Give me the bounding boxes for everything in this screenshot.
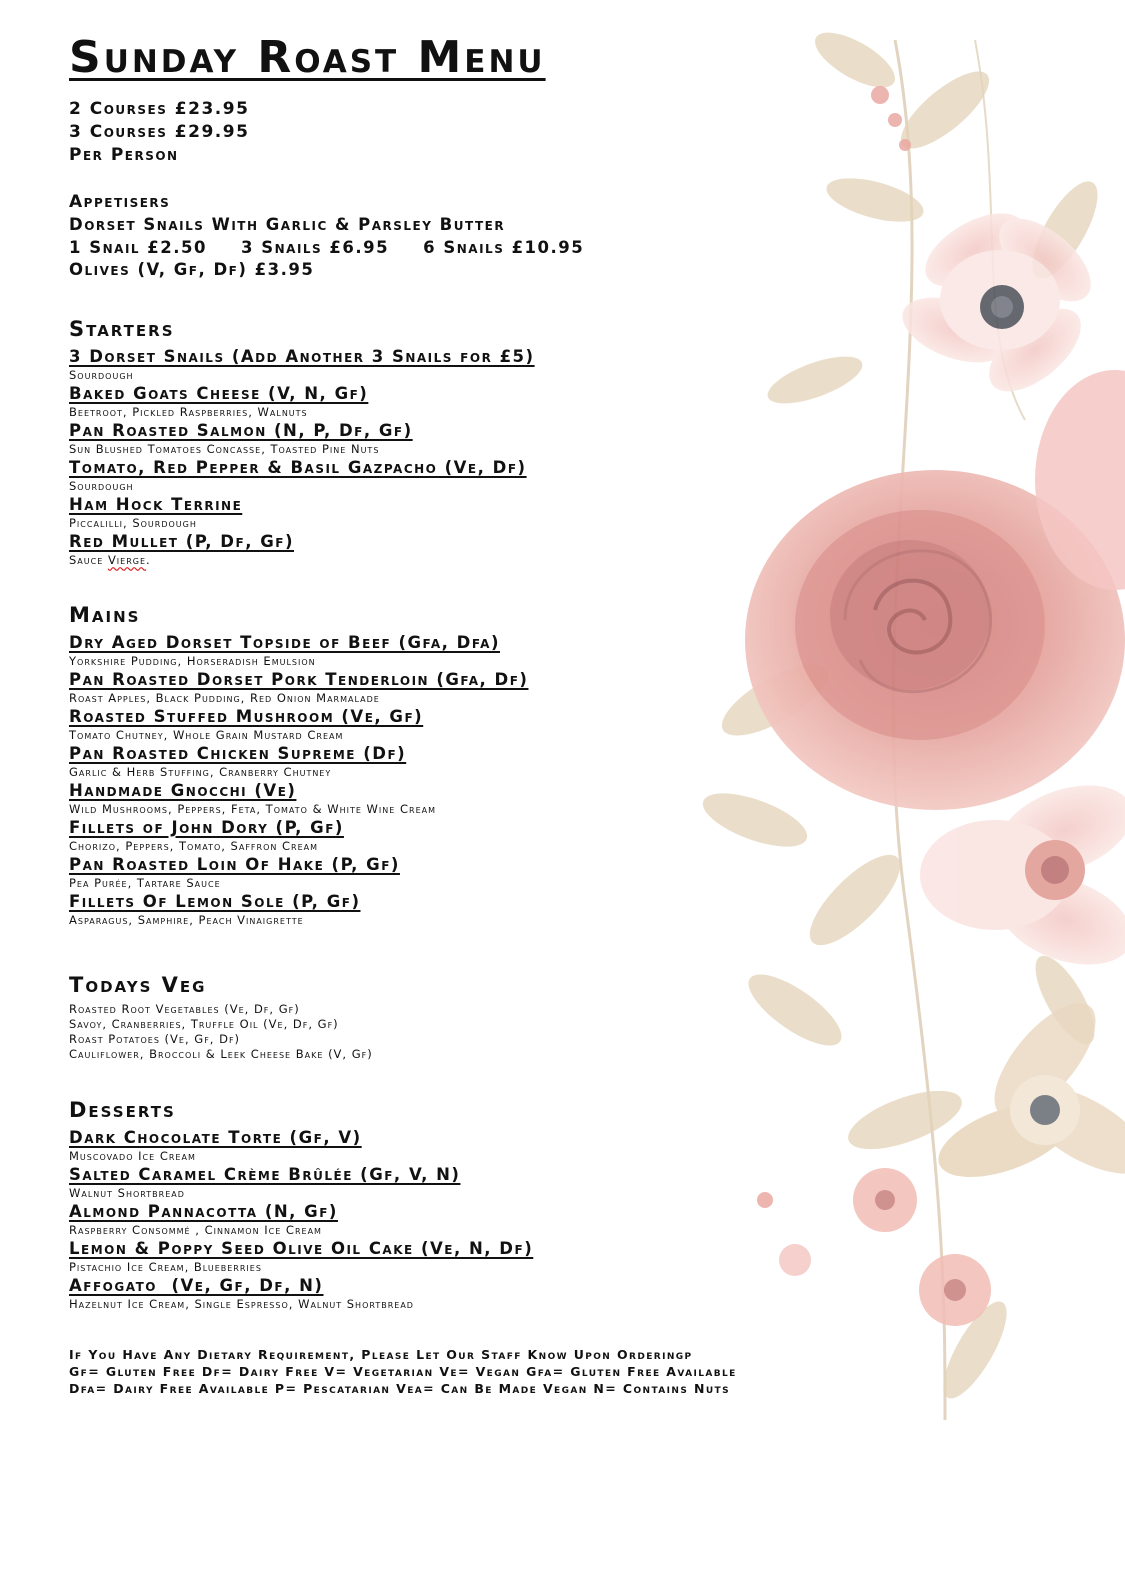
item-name: Dark Chocolate Torte (Gf, V) bbox=[69, 1127, 362, 1147]
menu-item bbox=[69, 346, 869, 383]
item-name: Baked Goats Cheese (V, N, Gf) bbox=[69, 383, 369, 403]
menu-item bbox=[69, 854, 869, 891]
desserts-heading: Desserts bbox=[69, 1097, 176, 1122]
item-description: Pistachio Ice Cream, Blueberries bbox=[69, 1259, 262, 1274]
item-name: Dry Aged Dorset Topside of Beef (Gfa, Dfa) bbox=[69, 632, 501, 652]
menu-item bbox=[69, 1127, 869, 1164]
menu-item bbox=[69, 1164, 869, 1201]
item-name: Roasted Stuffed Mushroom (Ve, Gf) bbox=[69, 706, 424, 726]
item-description: Roast Apples, Black Pudding, Red Onion Marmalade bbox=[69, 690, 380, 705]
snail-option: 1 Snail £2.50 bbox=[69, 237, 207, 257]
item-name: Handmade Gnocchi (Ve) bbox=[69, 780, 297, 800]
pricing-line: 3 Courses £29.95 bbox=[69, 122, 250, 142]
spellcheck-word: Vierge bbox=[107, 552, 147, 567]
item-name: Pan Roasted Dorset Pork Tenderloin (Gfa, Df) bbox=[69, 669, 529, 689]
item-description: Pea Purée, Tartare Sauce bbox=[69, 875, 221, 890]
item-name: Pan Roasted Loin Of Hake (P, Gf) bbox=[69, 854, 400, 874]
item-description: Wild Mushrooms, Peppers, Feta, Tomato & White Wine Cream bbox=[69, 801, 437, 816]
item-name: Fillets of John Dory (P, Gf) bbox=[69, 817, 344, 837]
item-description: Piccalilli, Sourdough bbox=[69, 515, 197, 530]
item-name: Ham Hock Terrine bbox=[69, 494, 243, 514]
item-description: Garlic & Herb Stuffing, Cranberry Chutney bbox=[69, 764, 332, 779]
item-description: Asparagus, Samphire, Peach Vinaigrette bbox=[69, 912, 304, 927]
pricing-line: 2 Courses £23.95 bbox=[69, 99, 250, 119]
starters-heading: Starters bbox=[69, 316, 175, 341]
item-name: Tomato, Red Pepper & Basil Gazpacho (Ve, Df) bbox=[69, 457, 527, 477]
menu-content bbox=[69, 30, 869, 1397]
item-name: Fillets Of Lemon Sole (P, Gf) bbox=[69, 891, 361, 911]
footer-line: Dfa= Dairy Free Available P= Pescatarian Vea= Can Be Made Vegan N= Contains Nuts bbox=[69, 1380, 730, 1396]
footer-line: If You Have Any Dietary Requirement, Please Let Our Staff Know Upon Orderingp bbox=[69, 1346, 693, 1362]
veg-heading: Todays Veg bbox=[69, 972, 207, 997]
page-title: Sunday Roast Menu bbox=[69, 32, 546, 83]
veg-line: Roast Potatoes (Ve, Gf, Df) bbox=[69, 1032, 241, 1047]
snail-option: 3 Snails £6.95 bbox=[241, 237, 390, 257]
item-description: Beetroot, Pickled Raspberries, Walnuts bbox=[69, 404, 308, 419]
menu-item bbox=[69, 531, 869, 568]
mains-section bbox=[69, 602, 869, 928]
veg-section bbox=[69, 972, 869, 1063]
menu-item bbox=[69, 1238, 869, 1275]
menu-item bbox=[69, 780, 869, 817]
desc-suffix: . bbox=[146, 552, 151, 567]
item-description: Sun Blushed Tomatoes Concasse, Toasted Pine Nuts bbox=[69, 441, 380, 456]
menu-item bbox=[69, 706, 869, 743]
item-description: Sourdough bbox=[69, 367, 134, 382]
menu-item bbox=[69, 743, 869, 780]
menu-item bbox=[69, 817, 869, 854]
dietary-footer bbox=[69, 1346, 869, 1397]
item-description: Walnut Shortbread bbox=[69, 1185, 185, 1200]
menu-item bbox=[69, 1275, 869, 1312]
menu-item bbox=[69, 457, 869, 494]
mains-heading: Mains bbox=[69, 602, 141, 627]
item-description: Tomato Chutney, Whole Grain Mustard Cream bbox=[69, 727, 344, 742]
menu-item bbox=[69, 1201, 869, 1238]
item-description bbox=[69, 552, 869, 568]
item-name: Almond Pannacotta (N, Gf) bbox=[69, 1201, 338, 1221]
appetisers-section bbox=[69, 191, 869, 282]
item-name: Lemon & Poppy Seed Olive Oil Cake (Ve, N, Df) bbox=[69, 1238, 534, 1258]
item-name: Red Mullet (P, Df, Gf) bbox=[69, 531, 294, 551]
menu-item bbox=[69, 891, 869, 928]
menu-item bbox=[69, 383, 869, 420]
menu-item bbox=[69, 420, 869, 457]
veg-line: Roasted Root Vegetables (Ve, Df, Gf) bbox=[69, 1001, 300, 1016]
pricing-line: Per Person bbox=[69, 145, 179, 165]
menu-item bbox=[69, 632, 869, 669]
menu-item bbox=[69, 494, 869, 531]
item-name: Affogato (Ve, Gf, Df, N) bbox=[69, 1275, 324, 1295]
snail-option: 6 Snails £10.95 bbox=[423, 237, 585, 257]
appetisers-heading: Appetisers bbox=[69, 192, 171, 212]
snail-options bbox=[69, 237, 869, 260]
item-description: Yorkshire Pudding, Horseradish Emulsion bbox=[69, 653, 316, 668]
desc-prefix: Sauce bbox=[69, 552, 108, 567]
item-name: Salted Caramel Crème Brûlée (Gf, V, N) bbox=[69, 1164, 461, 1184]
item-description: Chorizo, Peppers, Tomato, Saffron Cream bbox=[69, 838, 319, 853]
pricing-block bbox=[69, 98, 869, 167]
desserts-section bbox=[69, 1097, 869, 1312]
menu-item bbox=[69, 669, 869, 706]
item-description: Muscovado Ice Cream bbox=[69, 1148, 196, 1163]
item-description: Raspberry Consommé , Cinnamon Ice Cream bbox=[69, 1222, 322, 1237]
item-name: 3 Dorset Snails (Add Another 3 Snails for £5) bbox=[69, 346, 535, 366]
veg-line: Cauliflower, Broccoli & Leek Cheese Bake (V, Gf) bbox=[69, 1047, 373, 1062]
item-name: Pan Roasted Chicken Supreme (Df) bbox=[69, 743, 407, 763]
footer-line: Gf= Gluten Free Df= Dairy Free V= Vegetarian Ve= Vegan Gfa= Gluten Free Available bbox=[69, 1363, 737, 1379]
snails-title: Dorset Snails With Garlic & Parsley Butter bbox=[69, 215, 506, 234]
item-name: Pan Roasted Salmon (N, P, Df, Gf) bbox=[69, 420, 413, 440]
olives-line: Olives (V, Gf, Df) £3.95 bbox=[69, 260, 315, 279]
veg-line: Savoy, Cranberries, Truffle Oil (Ve, Df, Gf) bbox=[69, 1016, 339, 1031]
item-description: Sourdough bbox=[69, 478, 134, 493]
item-description: Hazelnut Ice Cream, Single Espresso, Walnut Shortbread bbox=[69, 1296, 414, 1311]
starters-section bbox=[69, 316, 869, 568]
